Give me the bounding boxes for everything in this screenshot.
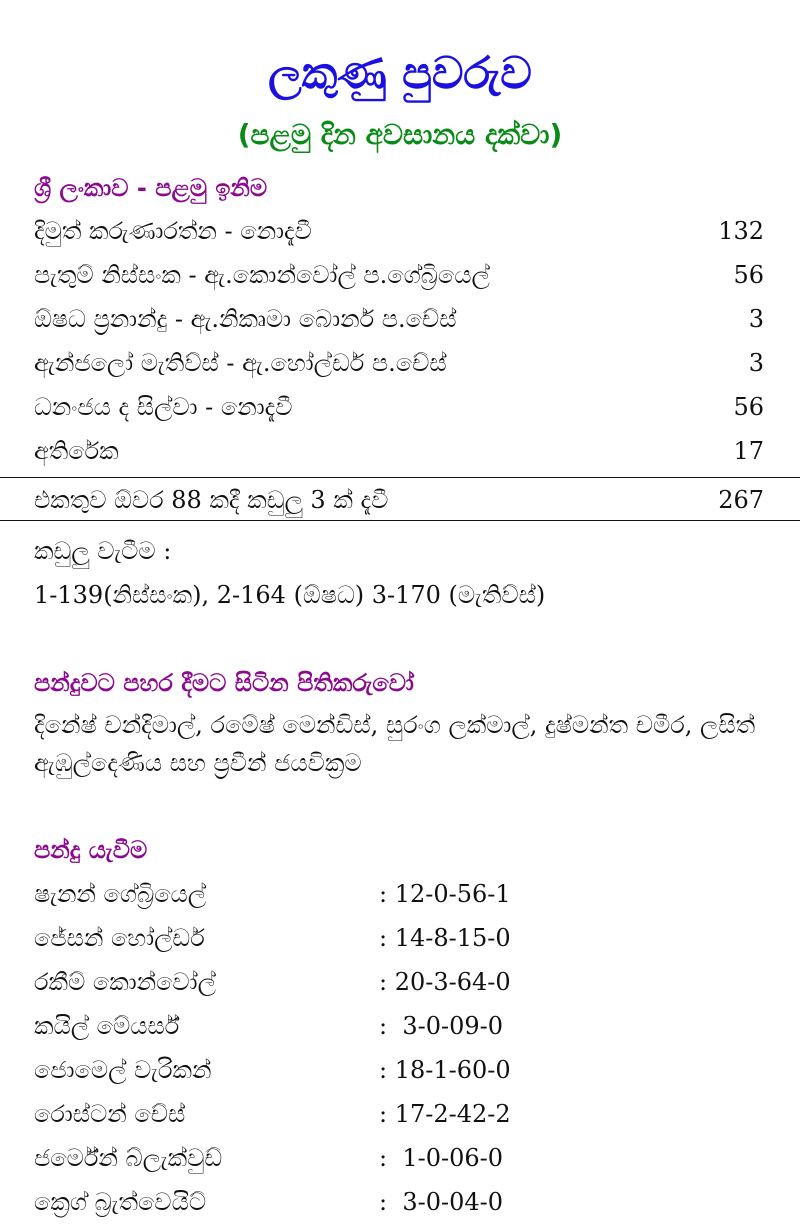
bowler-figures: : 14-8-15-0 bbox=[379, 924, 511, 952]
bowler-figures: : 12-0-56-1 bbox=[379, 880, 511, 908]
page-title: ලකුණු පුවරුව bbox=[268, 48, 532, 99]
batting-heading: ශ්‍රී ලංකාව - පළමු ඉනිම bbox=[34, 174, 268, 202]
batter-name: දිමුත් කරුණාරත්න - නොදැවී bbox=[34, 217, 312, 245]
bowler-name: ෂැනන් ගේබ්‍රියෙල් bbox=[34, 880, 207, 908]
batter-name: ඇන්ජලෝ මැතිව්ස් - ඇ.හෝල්ඩර් ප.චේස් bbox=[34, 349, 447, 377]
fall-of-wickets-label: කඩුලු වැටීම : bbox=[34, 537, 172, 565]
extras-score: 17 bbox=[733, 437, 764, 465]
batter-score: 3 bbox=[748, 305, 764, 333]
batting-row bbox=[34, 253, 764, 297]
batting-row bbox=[34, 341, 764, 385]
bowler-name: ක්‍රෙග් බ්‍රැත්වෙයිට් bbox=[34, 1188, 207, 1216]
bowler-figures: : 3-0-09-0 bbox=[379, 1012, 504, 1040]
batting-row bbox=[34, 297, 764, 341]
extras-row bbox=[34, 429, 764, 473]
bowling-row bbox=[34, 1180, 634, 1224]
batter-score: 132 bbox=[718, 217, 764, 245]
bowling-row bbox=[34, 872, 634, 916]
bowler-figures: : 20-3-64-0 bbox=[379, 968, 511, 996]
bowler-figures: : 17-2-42-2 bbox=[379, 1100, 511, 1128]
batter-score: 3 bbox=[748, 349, 764, 377]
bowler-name: ජේසන් හෝල්ඩර් bbox=[34, 924, 205, 952]
total-score: 267 bbox=[718, 486, 764, 514]
batter-score: 56 bbox=[733, 393, 764, 421]
yet-to-bat-list: දිනේෂ් චන්දිමාල්, රමේෂ් මෙන්ඩිස්, සුරංග ලක්මාල්, දුෂ්මන්ත චමීර, ලසිත් ඇඹුල්දෙණිය සහ ප්‍රවීන් ජයවික්‍රම bbox=[34, 711, 756, 777]
bowling-row bbox=[34, 1092, 634, 1136]
fall-of-wickets-detail: 1-139(නිස්සංක), 2-164 (ඕෂධ) 3-170 (මැතිව්ස්) bbox=[34, 581, 546, 609]
page-subtitle: (පළමු දින අවසානය දක්වා) bbox=[237, 118, 563, 151]
bowler-name: ජොමෙල් වැරිකන් bbox=[34, 1056, 212, 1084]
batting-row bbox=[34, 209, 764, 253]
bowler-figures: : 18-1-60-0 bbox=[379, 1056, 511, 1084]
batter-name: පැතුම් නිස්සංක - ඇ.කොන්වෝල් ප.ගේබ්‍රියෙල් bbox=[34, 261, 490, 289]
total-label: එකතුව ඕවර 88 කදී කඩුලු 3 ක් දැවී bbox=[34, 486, 389, 514]
bowler-name: ජර්මේන් බ්ලැක්වුඩ් bbox=[34, 1144, 223, 1172]
total-row bbox=[34, 478, 764, 522]
extras-label: අතිරේක bbox=[34, 437, 119, 465]
bowler-figures: : 1-0-06-0 bbox=[379, 1144, 504, 1172]
batter-name: ඕෂධ ප්‍රනාන්දු - ඇ.නිකෘමා බොනර් ප.චේස් bbox=[34, 305, 457, 333]
bowler-name: රකීම් කොන්වෝල් bbox=[34, 968, 216, 996]
bowling-row bbox=[34, 1136, 634, 1180]
bowling-row bbox=[34, 960, 634, 1004]
bowler-figures: : 3-0-04-0 bbox=[379, 1188, 504, 1216]
batter-name: ධනංජය ද සිල්වා - නොදැවී bbox=[34, 393, 293, 421]
bowler-name: රොස්ටන් චේස් bbox=[34, 1100, 186, 1128]
bowling-row bbox=[34, 1048, 634, 1092]
bowling-row bbox=[34, 1004, 634, 1048]
bowling-row bbox=[34, 916, 634, 960]
yet-to-bat-heading: පන්දුවට පහර දීමට සිටින පිතිකරුවෝ bbox=[34, 669, 414, 697]
batter-score: 56 bbox=[733, 261, 764, 289]
bowling-heading: පන්දු යැවීම bbox=[34, 836, 148, 864]
bowler-name: කයිල් මේයර්ස් bbox=[34, 1012, 180, 1040]
batting-row bbox=[34, 385, 764, 429]
total-divider-bottom bbox=[0, 520, 800, 521]
